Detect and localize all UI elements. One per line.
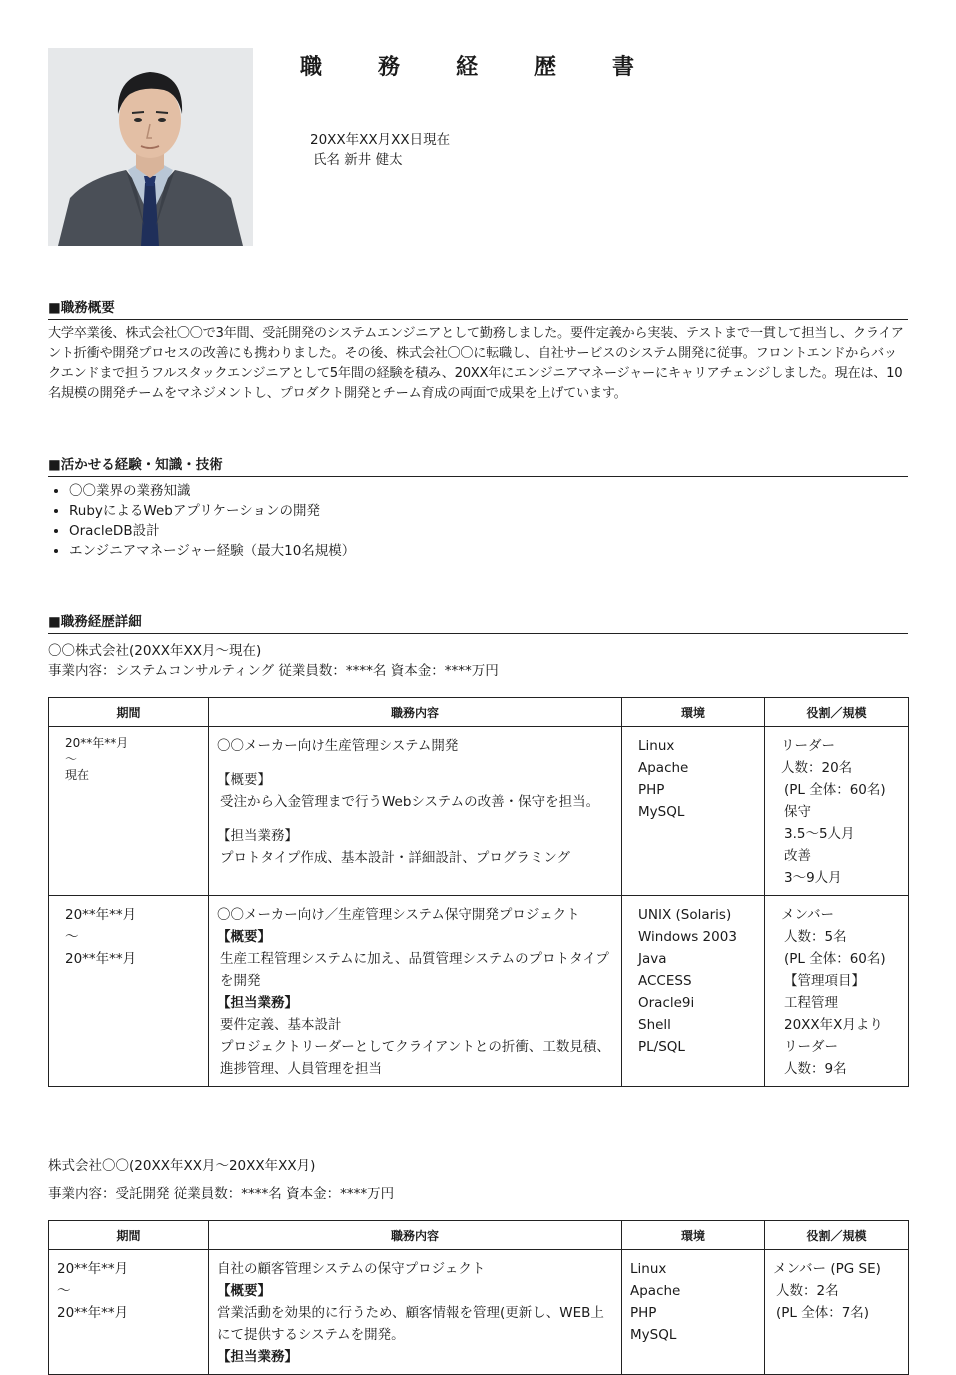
company2-career-table: [48, 1220, 909, 1375]
project-title: 〇〇メーカー向け生産管理システム開発: [217, 738, 459, 754]
company2-info: 事業内容：受託開発 従業員数：****名 資本金：****万円: [48, 1186, 395, 1202]
period-separator: ～: [65, 752, 78, 766]
duties-label: 【担当業務】: [217, 1349, 298, 1365]
env-item: PL/SQL: [638, 1039, 685, 1055]
table-row: [49, 1250, 909, 1375]
skill-item: • 〇〇業界の業務知識: [69, 481, 355, 501]
env-item: MySQL: [630, 1327, 677, 1343]
skills-heading: ■活かせる経験・知識・技術: [48, 453, 908, 477]
document-date: 20XX年XX月XX日現在: [310, 132, 451, 148]
summary-text: 大学卒業後、株式会社〇〇で3年間、受託開発のシステムエンジニアとして勤務しました。要件定義から実装、テストまで一貫して担当し、クライアント折衝や開発プロセスの改善にも携わりました。その後、株式会社〇〇に転職し、自社サービスのシステム開発に従事。フロントエンドからバックエンドまで担うフルスタックエンジニアとして5年間の経験を積み、20XX年にエンジニアマネージャーにキャリアチェンジしました。現在は、10名規模の開発チームをマネジメントし、プロダクト開発とチーム育成の両面で成果を上げています。: [48, 326, 904, 401]
period-end: 20**年**月: [65, 951, 137, 967]
role-item: 20XX年X月より: [784, 1017, 883, 1033]
applicant-name: 氏名 新井 健太: [313, 152, 403, 168]
overview-text: 受注から入金管理まで行うWebシステムの改善・保守を担当。: [220, 794, 600, 810]
profile-photo: [48, 48, 253, 246]
environment-cell: [622, 1250, 765, 1375]
role-item: 3.5～5人月: [784, 826, 855, 842]
column-header-period: 期間: [49, 698, 209, 727]
skills-list: [48, 481, 355, 561]
column-header-environment: 環境: [622, 698, 765, 727]
env-item: Linux: [638, 738, 675, 754]
document-title: 職 務 経 歴 書: [300, 55, 652, 80]
column-header-role: 役割／規模: [765, 1221, 909, 1250]
table-row: [49, 727, 909, 896]
role-item: 3～9人月: [784, 870, 842, 886]
duties-text: プロトタイプ作成、基本設計・詳細設計、プログラミング: [220, 850, 571, 866]
column-header-environment: 環境: [622, 1221, 765, 1250]
duties-label: 【担当業務】: [217, 995, 298, 1011]
env-item: PHP: [638, 782, 665, 798]
role-item: 改善: [784, 848, 811, 864]
env-item: Oracle9i: [638, 995, 695, 1011]
period-start: 20**年**月: [57, 1261, 129, 1277]
role-item: 【管理項目】: [784, 973, 865, 989]
period-start: 20**年**月: [65, 736, 129, 750]
period-end: 現在: [65, 768, 90, 782]
company1-info: 事業内容：システムコンサルティング 従業員数：****名 資本金：****万円: [48, 663, 499, 679]
duties-cell: [209, 896, 622, 1087]
environment-cell: [622, 727, 765, 896]
column-header-period: 期間: [49, 1221, 209, 1250]
period-separator: ～: [57, 1283, 71, 1299]
company1-name: 〇〇株式会社(20XX年XX月～現在): [48, 643, 262, 659]
company1-career-table: [48, 697, 909, 1087]
overview-label: 【概要】: [217, 1283, 271, 1299]
overview-label: 【概要】: [217, 929, 271, 945]
role-item: 工程管理: [784, 995, 838, 1011]
overview-text: 生産工程管理システムに加え、品質管理システムのプロトタイプを開発: [220, 951, 609, 989]
period-start: 20**年**月: [65, 907, 137, 923]
env-item: PHP: [630, 1305, 657, 1321]
period-end: 20**年**月: [57, 1305, 129, 1321]
env-item: Apache: [630, 1283, 681, 1299]
project-title: 自社の顧客管理システムの保守プロジェクト: [217, 1261, 486, 1277]
role-cell: [765, 896, 909, 1087]
role-item: メンバー: [781, 907, 835, 923]
role-item: (PL 全体：7名): [776, 1305, 870, 1321]
summary-heading: ■職務概要: [48, 296, 908, 320]
column-header-duties: 職務内容: [209, 698, 622, 727]
duties-label: 【担当業務】: [217, 828, 298, 844]
period-separator: ～: [65, 929, 79, 945]
skill-item: • RubyによるWebアプリケーションの開発: [69, 501, 355, 521]
env-item: Windows 2003: [638, 929, 737, 945]
column-header-duties: 職務内容: [209, 1221, 622, 1250]
env-item: UNIX (Solaris): [638, 907, 732, 923]
role-item: 人数：20名: [781, 760, 853, 776]
role-item: 保守: [784, 804, 811, 820]
portrait-image: [48, 48, 253, 246]
duties-text-2: プロジェクトリーダーとしてクライアントとの折衝、工数見積、進捗管理、人員管理を担当: [220, 1039, 610, 1077]
role-item: 人数：9名: [784, 1061, 847, 1077]
details-heading: ■職務経歴詳細: [48, 610, 908, 634]
role-cell: [765, 727, 909, 896]
period-cell: [49, 896, 209, 1087]
env-item: Shell: [638, 1017, 671, 1033]
duties-text: 要件定義、基本設計: [220, 1017, 342, 1033]
period-cell: [49, 1250, 209, 1375]
env-item: Java: [638, 951, 667, 967]
skill-item: • エンジニアマネージャー経験（最大10名規模）: [69, 541, 355, 561]
project-title: 〇〇メーカー向け／生産管理システム保守開発プロジェクト: [217, 907, 580, 923]
env-item: ACCESS: [638, 973, 692, 989]
role-item: リーダー: [784, 1039, 838, 1055]
role-item: (PL 全体：60名): [784, 951, 886, 967]
skill-item: • OracleDB設計: [69, 521, 355, 541]
env-item: MySQL: [638, 804, 685, 820]
role-item: メンバー (PG SE): [773, 1261, 881, 1277]
overview-label: 【概要】: [217, 772, 271, 788]
role-cell: [765, 1250, 909, 1375]
overview-text: 営業活動を効果的に行うため、顧客情報を管理(更新し、WEB上にて提供するシステムを開発。: [217, 1305, 604, 1343]
role-item: (PL 全体：60名): [784, 782, 886, 798]
duties-cell: [209, 727, 622, 896]
column-header-role: 役割／規模: [765, 698, 909, 727]
company2-name: 株式会社〇〇(20XX年XX月～20XX年XX月): [48, 1158, 316, 1174]
role-item: 人数：5名: [784, 929, 847, 945]
environment-cell: [622, 896, 765, 1087]
role-item: リーダー: [781, 738, 835, 754]
env-item: Apache: [638, 760, 689, 776]
table-row: [49, 896, 909, 1087]
role-item: 人数：2名: [776, 1283, 839, 1299]
env-item: Linux: [630, 1261, 667, 1277]
duties-cell: [209, 1250, 622, 1375]
period-cell: [49, 727, 209, 896]
